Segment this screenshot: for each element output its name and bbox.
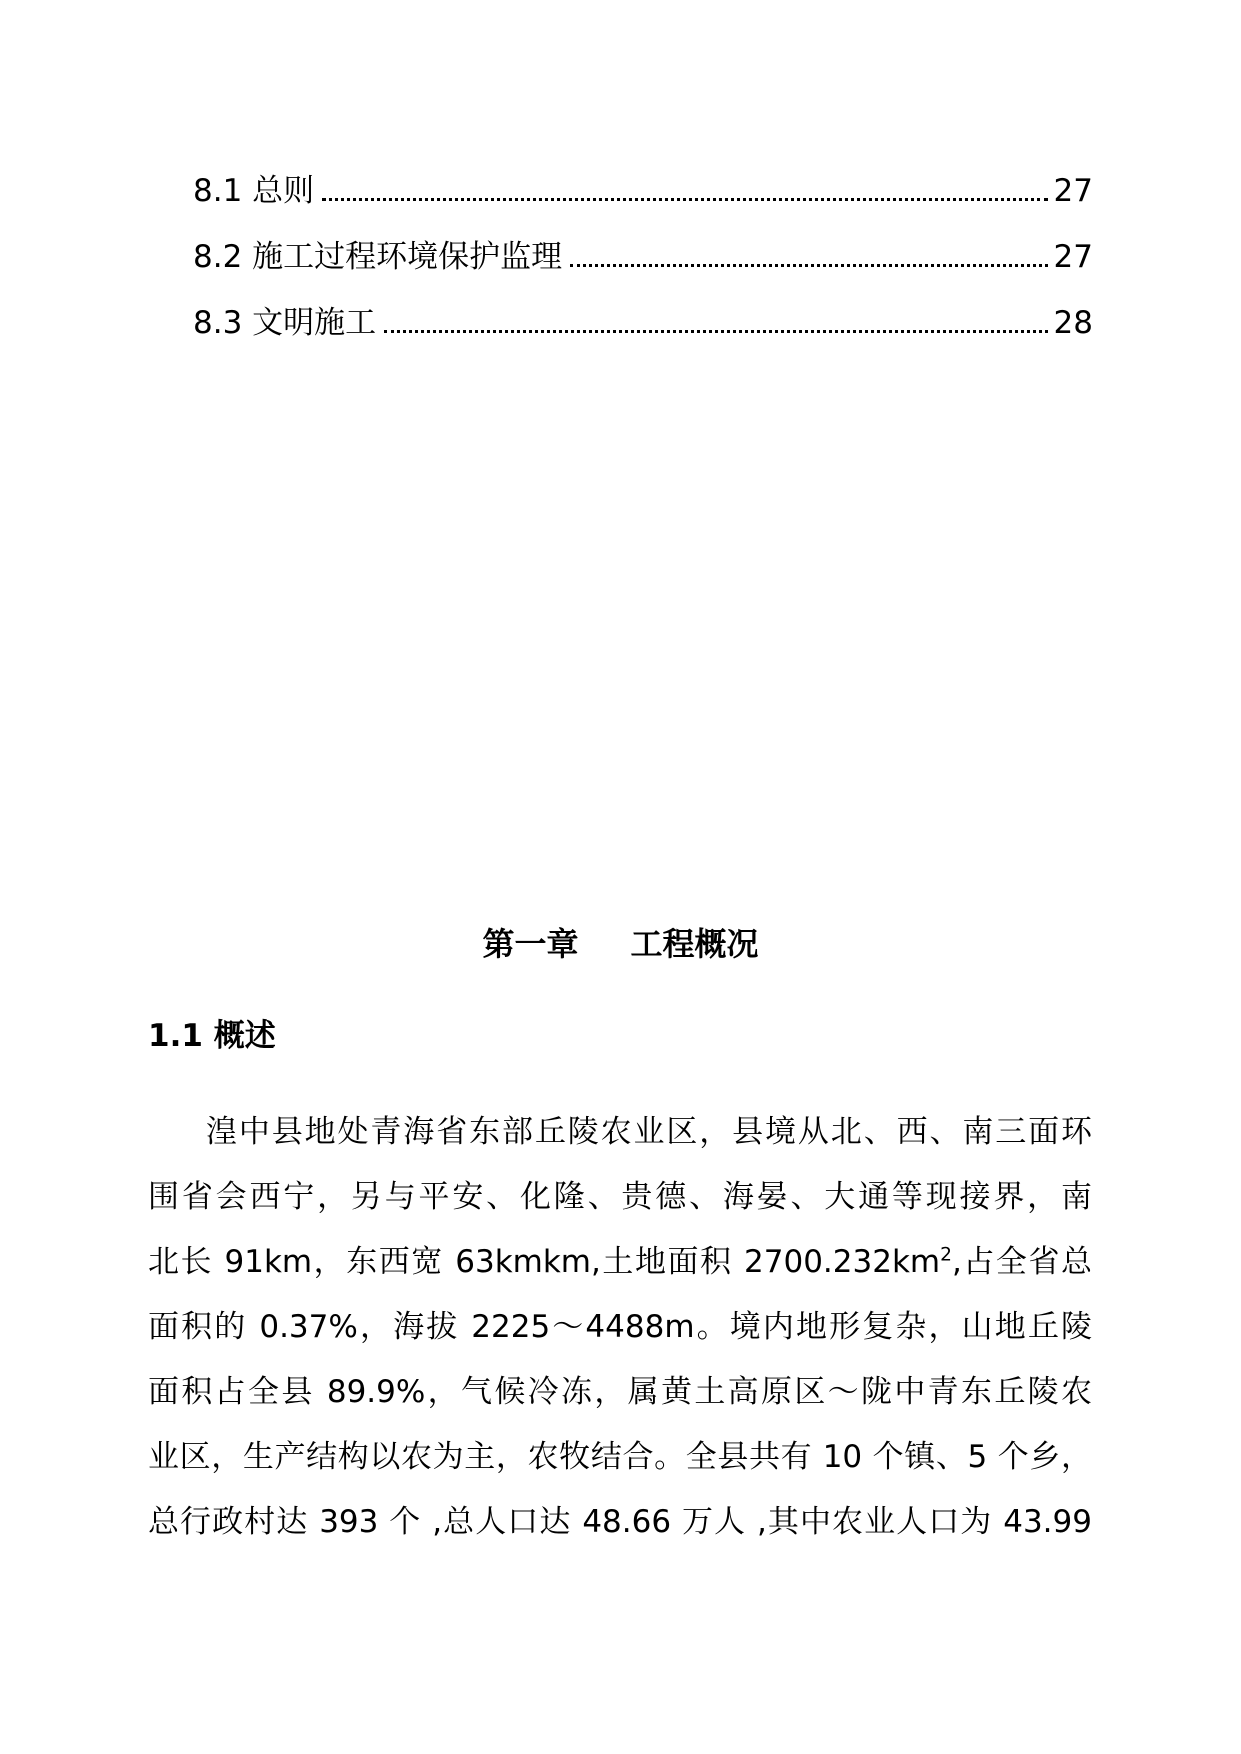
toc-page-number: 28 [1053, 305, 1093, 341]
table-of-contents [193, 158, 1093, 356]
toc-entry-8-1[interactable] [193, 158, 1093, 224]
paragraph-line-text: 北长 91km，东西宽 63kmkm,土地面积 2700.232km [148, 1244, 941, 1280]
paragraph-line: 面积的 0.37%，海拔 2225～4488m。境内地形复杂，山地丘陵 [148, 1309, 1092, 1345]
toc-dot-leader [570, 233, 1047, 267]
toc-entry-8-3[interactable] [193, 290, 1093, 356]
paragraph-line: 湟中县地处青海省东部丘陵农业区，县境从北、西、南三面环 [206, 1114, 1092, 1150]
superscript-squared: 2 [940, 1244, 952, 1266]
paragraph-line: 围省会西宁，另与平安、化隆、贵德、海晏、大通等现接界，南 [148, 1179, 1092, 1215]
toc-dot-leader [322, 167, 1047, 201]
paragraph-line: 业区，生产结构以农为主，农牧结合。全县共有 10 个镇、5 个乡， [148, 1439, 1092, 1475]
toc-dot-leader [384, 299, 1047, 333]
paragraph-line: 总行政村达 393 个 ,总人口达 48.66 万人 ,其中农业人口为 43.99 [148, 1504, 1092, 1540]
body-paragraph [148, 1100, 1092, 1555]
toc-entry-8-2[interactable] [193, 224, 1093, 290]
toc-page-number: 27 [1053, 239, 1093, 275]
chapter-heading [0, 920, 1241, 968]
chapter-number: 第一章 [482, 925, 579, 963]
toc-entry-label: 8.2 施工过程环境保护监理 [193, 239, 563, 275]
section-heading: 1.1 概述 [148, 1018, 276, 1054]
chapter-title: 工程概况 [630, 925, 759, 963]
toc-entry-label: 8.3 文明施工 [193, 305, 377, 341]
toc-entry-label: 8.1 总则 [193, 173, 315, 209]
paragraph-line [148, 1230, 1092, 1295]
paragraph-line: 面积占全县 89.9%，气候冷冻，属黄土高原区～陇中青东丘陵农 [148, 1374, 1092, 1410]
toc-page-number: 27 [1053, 173, 1093, 209]
paragraph-line-tail: ,占全省总 [951, 1244, 1092, 1280]
